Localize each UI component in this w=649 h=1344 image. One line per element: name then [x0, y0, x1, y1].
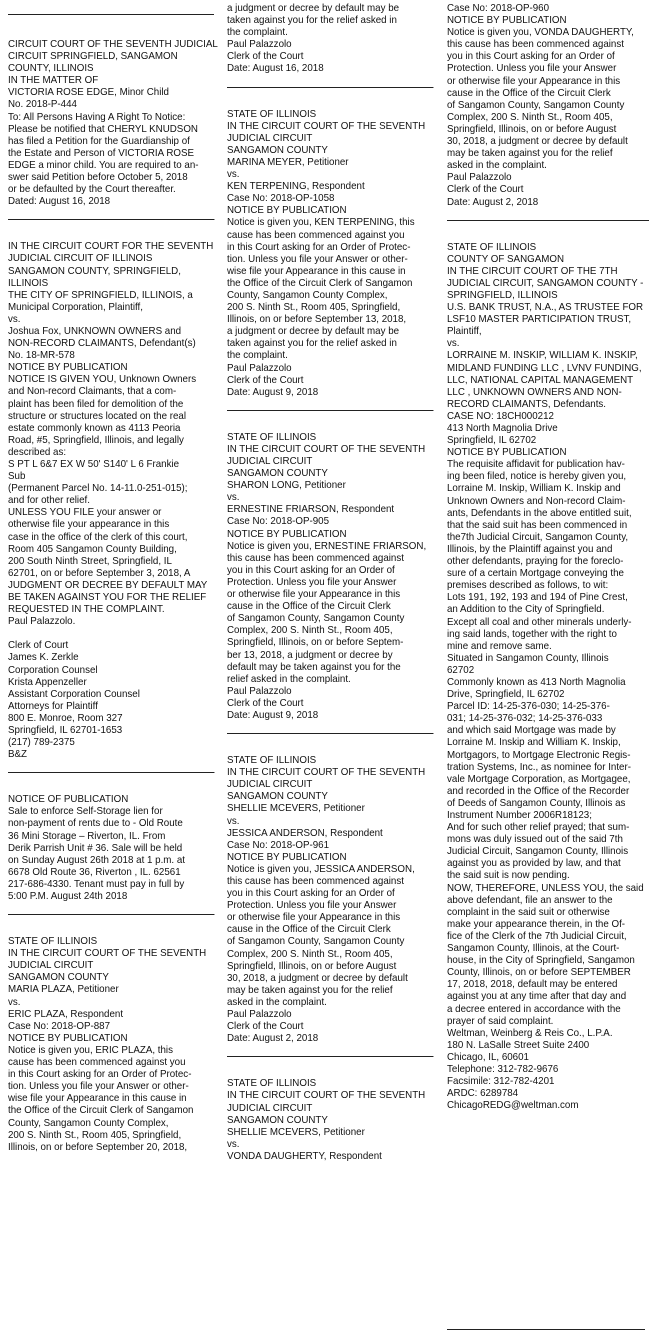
notice-text-line: NOTICE IS GIVEN YOU, Unknown Owners	[8, 373, 197, 386]
notice-text-line: (217) 789-2375	[8, 736, 75, 749]
notice-text-line: SANGAMON COUNTY	[227, 143, 328, 156]
notice-text-line: Dated: August 16, 2018	[8, 195, 111, 208]
notice-text-line: vs.	[227, 814, 240, 827]
notice-text-line: 17, 2018, 2018, default may be entered	[447, 978, 618, 991]
notice-text-line: the complaint.	[227, 26, 288, 39]
notice-text-line: Sale to enforce Self-Storage lien for	[8, 805, 163, 818]
notice-text-line: 62702	[447, 663, 475, 676]
notice-text-line: and Non-record Claimants, that a com-	[8, 385, 177, 398]
notice-text-line: cause in the Office of the Circuit Clerk	[447, 86, 611, 99]
notice-text-line: SANGAMON COUNTY	[227, 1113, 328, 1126]
notice-text-line: above defendant, file an answer to the	[447, 893, 613, 906]
notice-text-line: Springfield, Illinois, on or before Septem-	[227, 636, 404, 649]
notice-separator	[8, 772, 214, 773]
notice-separator	[227, 1056, 433, 1057]
notice-text-line: NOTICE BY PUBLICATION	[227, 527, 347, 540]
notice-text-line: vs.	[447, 337, 460, 350]
notice-text-line: Paul Palazzolo.	[8, 615, 76, 628]
legal-notice	[8, 38, 218, 208]
legal-notice	[227, 754, 426, 1045]
notice-text-line: JUDGMENT OR DECREE BY DEFAULT MAY	[8, 578, 208, 591]
notice-text-line: structure or structures located on the real	[8, 409, 187, 422]
notice-text-line: or be defaulted by the Court thereafter.	[8, 183, 176, 196]
notice-separator	[8, 914, 214, 915]
notice-text-line: Clerk of the Court	[447, 183, 524, 196]
notice-text-line: The requisite affidavit for publication hav-	[447, 458, 625, 471]
notice-text-line: plaint has been filed for demolition of the	[8, 397, 184, 410]
notice-text-line: and which said Mortgage was made by	[447, 724, 616, 737]
notice-text-line: SANGAMON COUNTY	[227, 790, 328, 803]
notice-text-line: IN THE MATTER OF	[8, 74, 99, 87]
notice-text-line: cause has been commenced against you	[227, 228, 405, 241]
notice-text-line: Protection. Unless you file your Answer	[227, 899, 397, 912]
top-rule-col-1	[8, 14, 214, 15]
notice-text-line: IN THE CIRCUIT COURT OF THE 7TH	[447, 264, 618, 277]
notice-text-line: NOTICE BY PUBLICATION	[447, 14, 567, 27]
notice-text-line: To: All Persons Having A Right To Notice:	[8, 110, 186, 123]
notice-text-line: relief asked in the complaint.	[227, 672, 351, 685]
notice-text-line: 30, 2018, a judgment or decree by default	[447, 135, 628, 148]
notice-text-line: of Sangamon County, Sangamon County	[227, 612, 405, 625]
notice-text-line: Sub	[8, 470, 26, 483]
notice-text-line: Clerk of the Court	[227, 1020, 304, 1033]
notice-text-line: has filed a Petition for the Guardianship of	[8, 134, 190, 147]
notice-text-line: you in this Court asking for an Order of	[227, 887, 395, 900]
notice-text-line: or otherwise file your Appearance in this	[227, 911, 401, 924]
notice-text-line: IN THE CIRCUIT COURT FOR THE SEVENTH	[8, 240, 214, 253]
notice-text-line: REQUESTED IN THE COMPLAINT.	[8, 603, 165, 616]
notice-text-line: 62701, on or before September 3, 2018, A	[8, 566, 191, 579]
notice-text-line: this cause has been commenced against	[227, 551, 404, 564]
bottom-rule-col-3	[447, 1329, 645, 1330]
notice-text-line: Case No: 2018-OP-905	[227, 515, 330, 528]
notice-text-line: JUDICIAL CIRCUIT	[227, 778, 313, 791]
notice-text-line: complaint in the said suit or otherwise	[447, 905, 610, 918]
notice-text-line: SHELLIE MCEVERS, Petitioner	[227, 802, 365, 815]
notice-text-line: this cause has been commenced against	[227, 875, 404, 887]
notice-text-line: Paul Palazzolo	[227, 684, 292, 697]
notice-text-line: asked in the complaint.	[447, 159, 547, 172]
notice-text-line: STATE OF ILLINOIS	[447, 240, 537, 253]
legal-notice	[227, 107, 426, 398]
notice-text-line: County, Sangamon County Complex,	[227, 288, 388, 301]
notice-text-line: premises described as follows, to wit:	[447, 579, 609, 592]
notice-text-line: Clerk of the Court	[227, 50, 304, 63]
notice-text-line: Krista Appenzeller	[8, 675, 87, 688]
notice-text-line: the said suit is now pending.	[447, 869, 570, 882]
notice-text-line: mine and remove same.	[447, 639, 552, 652]
notice-text-line: CIRCUIT COURT OF THE SEVENTH JUDICIAL	[8, 38, 218, 50]
notice-text-line: tion. Unless you file your Answer or other-	[8, 1080, 189, 1093]
notice-text-line: you in this Court asking for an Order of	[227, 563, 395, 576]
notice-text-line: described as:	[8, 445, 67, 458]
notice-text-line: Assistant Corporation Counsel	[8, 687, 140, 700]
notice-text-line: EDGE a minor child. You are required to an-	[8, 158, 199, 171]
notice-text-line: SANGAMON COUNTY	[8, 971, 109, 984]
notice-text-line: and for other relief.	[8, 494, 90, 507]
notice-text-line: ILLINOIS	[8, 276, 49, 289]
notice-text-line: Lorraine M. Inskip and William K. Inskip,	[447, 736, 621, 749]
notice-text-line: County, Sangamon County Complex,	[8, 1116, 169, 1129]
notice-text-line: STATE OF ILLINOIS	[227, 1077, 317, 1090]
notice-text-line: Paul Palazzolo	[227, 38, 292, 51]
notice-text-line: Protection. Unless you file your Answer	[227, 575, 397, 588]
notice-separator	[227, 410, 433, 411]
notice-text-line: house, in the City of Springfield, Sangamon	[447, 954, 635, 967]
notice-text-line: SANGAMON COUNTY	[227, 467, 328, 480]
notice-text-line: ChicagoREDG@weltman.com	[447, 1099, 579, 1112]
notice-text-line: wise file your Appearance in this cause in	[227, 264, 406, 277]
notice-text-line: Weltman, Weinberg & Reis Co., L.P.A.	[447, 1026, 613, 1039]
notice-text-line: Except all coal and other minerals underly-	[447, 615, 632, 628]
notice-text-line: IN THE CIRCUIT COURT OF THE SEVENTH	[227, 1089, 426, 1102]
notice-text-line: a judgment or decree by default may be	[227, 2, 400, 14]
notice-text-line: prayer of said complaint.	[447, 1014, 554, 1027]
notice-text-line: BE TAKEN AGAINST YOU FOR THE RELIEF	[8, 591, 207, 604]
notice-text-line: Lorraine M. Inskip, William K. Inskip and	[447, 482, 621, 495]
notice-text-line: Illinois, on or before September 20, 2018,	[8, 1140, 188, 1153]
legal-notice	[447, 240, 644, 1112]
notice-text-line: 180 N. LaSalle Street Suite 2400	[447, 1038, 590, 1051]
notice-text-line: COUNTY OF SANGAMON	[447, 252, 565, 265]
notice-text-line: of Deeds of Sangamon County, Illinois as	[447, 796, 626, 809]
notice-text-line: STATE OF ILLINOIS	[8, 935, 98, 948]
notice-text-line: Case No: 2018-OP-961	[227, 838, 330, 851]
notice-text-line: on Sunday August 26th 2018 at 1 p.m. at	[8, 853, 185, 866]
notice-text-line: Commonly known as 413 North Magnolia	[447, 675, 626, 688]
notice-text-line: Springfield, IL 62701-1653	[8, 723, 123, 736]
notice-text-line: 800 E. Monroe, Room 327	[8, 711, 123, 724]
notice-text-line: Case No: 2018-OP-1058	[227, 192, 335, 205]
notice-text-line: IN THE CIRCUIT COURT OF THE SEVENTH	[8, 947, 207, 960]
notice-text-line: Please be notified that CHERYL KNUDSON	[8, 122, 198, 135]
notice-text-line: ing said lands, together with the right to	[447, 627, 617, 640]
notice-text-line: taken against you for the relief asked in	[227, 14, 397, 27]
column-2	[227, 2, 427, 1162]
notice-text-line: County, Illinois, on or before SEPTEMBER	[447, 966, 631, 979]
notice-text-line: LSF10 MASTER PARTICIPATION TRUST,	[447, 313, 632, 326]
notice-text-line: 200 S. Ninth St., Room 405, Springfield,	[227, 301, 401, 314]
notice-text-line: KEN TERPENING, Respondent	[227, 180, 365, 193]
notice-text-line: the Estate and Person of VICTORIA ROSE	[8, 146, 194, 159]
notice-text-line: and recorded in the Office of the Recorder	[447, 784, 630, 797]
notice-text-line: may be taken against you for the relief	[447, 147, 613, 160]
notice-text-line: cause in the Office of the Circuit Clerk	[227, 923, 391, 936]
notice-text-line: vs.	[8, 995, 21, 1008]
notice-text-line: tion. Unless you file your Answer or other-	[227, 252, 408, 265]
legal-notice	[227, 1077, 426, 1162]
notice-text-line: the Office of the Circuit Clerk of Sangamon	[8, 1104, 194, 1117]
notice-text-line: CIRCUIT SPRINGFIELD, SANGAMON	[8, 50, 178, 63]
notice-text-line: against you at any time after that day and	[447, 990, 627, 1003]
notice-text-line: Road, #5, Springfield, Illinois, and legally	[8, 433, 184, 446]
notice-text-line: Room 405 Sangamon County Building,	[8, 542, 177, 555]
notice-text-line: ing been filed, notice is hereby given you,	[447, 470, 627, 483]
notice-text-line: VONDA DAUGHERTY, Respondent	[227, 1149, 382, 1162]
notice-text-line: the Office of the Circuit Clerk of Sangamon	[227, 276, 413, 289]
notice-text-line: sure of a certain Mortgage conveying the	[447, 567, 624, 580]
notice-text-line: Mortgagors, to Mortgage Electronic Regis-	[447, 748, 631, 761]
notice-text-line: Corporation Counsel	[8, 663, 98, 676]
notice-text-line: 30, 2018, a judgment or decree by default	[227, 971, 408, 984]
notice-text-line: other defendants, praying for the foreclo-	[447, 555, 624, 568]
notice-text-line: otherwise file your appearance in this	[8, 518, 170, 531]
legal-notice	[447, 2, 639, 208]
notice-text-line: NOTICE BY PUBLICATION	[227, 850, 347, 863]
notice-text-line: Illinois, by the Plaintiff against you and	[447, 542, 613, 555]
notice-text-line: may be taken against you for the relief	[227, 983, 393, 996]
notice-text-line: ber 13, 2018, a judgment or decree by	[227, 648, 393, 661]
notice-text-line: a judgment or decree by default may be	[227, 325, 400, 338]
notice-text-line: wise file your Appearance in this cause in	[8, 1092, 187, 1105]
notice-text-line: Notice is given you, KEN TERPENING, this	[227, 216, 415, 229]
notice-text-line: Notice is given you, ERNESTINE FRIARSON,	[227, 539, 427, 552]
notice-text-line: MARINA MEYER, Petitioner	[227, 155, 349, 168]
notice-text-line: of Sangamon County, Sangamon County	[227, 935, 405, 948]
notice-text-line: Chicago, IL, 60601	[447, 1050, 529, 1063]
notice-text-line: SHARON LONG, Petitioner	[227, 479, 346, 492]
notice-text-line: Clerk of Court	[8, 639, 69, 652]
notice-text-line: an Addition to the City of Springfield.	[447, 603, 605, 616]
notice-text-line: Paul Palazzolo	[447, 171, 512, 184]
notice-text-line: vs.	[227, 168, 240, 181]
notice-text-line: vs.	[227, 491, 240, 504]
notice-text-line: Clerk of the Court	[227, 696, 304, 709]
notice-text-line: Unknown Owners and Non-record Claim-	[447, 494, 626, 507]
notice-text-line: MIDLAND FUNDING LLC , LVNV FUNDING,	[447, 361, 642, 374]
notice-text-line: NOW, THEREFORE, UNLESS YOU, the said	[447, 881, 644, 894]
notice-text-line: 413 North Magnolia Drive	[447, 422, 558, 434]
notice-text-line: Date: August 9, 2018	[227, 708, 319, 721]
notice-text-line: Clerk of the Court	[227, 373, 304, 386]
notice-text-line: tration Systems, Inc., as nominee for Inter-	[447, 760, 631, 773]
notice-text-line: the complaint.	[227, 349, 288, 362]
notice-text-line: Drive, Springfield, IL 62702	[447, 688, 565, 701]
legal-notice	[227, 2, 419, 75]
notice-text-line: vs.	[8, 312, 21, 325]
notice-text-line: Date: August 16, 2018	[227, 62, 324, 75]
notice-text-line: Facsimile: 312-782-4201	[447, 1075, 555, 1088]
notice-text-line: Illinois, on or before September 13, 2018,	[227, 313, 407, 326]
notice-text-line: Notice is given you, JESSICA ANDERSON,	[227, 862, 415, 875]
notice-text-line: Protection. Unless you file your Answer	[447, 62, 617, 75]
notice-text-line: JUDICIAL CIRCUIT	[8, 959, 94, 972]
notice-text-line: JUDICIAL CIRCUIT	[227, 1101, 313, 1114]
notice-text-line: fice of the Clerk of the 7th Judicial Circuit,	[447, 929, 627, 942]
notice-text-line: STATE OF ILLINOIS	[227, 754, 317, 767]
notice-text-line: 6678 Old Route 36, Riverton , IL. 62561	[8, 865, 181, 878]
notice-text-line: SPRINGFIELD, ILLINOIS	[447, 288, 558, 301]
notice-text-line: of Sangamon County, Sangamon County	[447, 98, 625, 111]
notice-text-line: Notice is given you, ERIC PLAZA, this	[8, 1043, 173, 1056]
notice-text-line: JUDICIAL CIRCUIT OF ILLINOIS	[8, 252, 153, 265]
notice-text-line: Springfield, Illinois, on or before August	[227, 959, 397, 972]
notice-text-line: Paul Palazzolo	[227, 361, 292, 374]
notice-text-line: IN THE CIRCUIT COURT OF THE SEVENTH	[227, 119, 426, 132]
notice-text-line: COUNTY, ILLINOIS	[8, 62, 94, 75]
notice-text-line: Derik Parrish Unit # 36. Sale will be held	[8, 841, 183, 854]
notice-text-line: 217-686-4330. Tenant must pay in full by	[8, 877, 185, 890]
notice-text-line: Telephone: 312-782-9676	[447, 1062, 559, 1075]
notice-text-line: Springfield, IL 62702	[447, 434, 537, 447]
notice-text-line: NOTICE OF PUBLICATION	[8, 793, 129, 806]
notice-text-line: Instrument Number 2006R18123;	[447, 809, 592, 821]
notice-separator	[227, 87, 433, 88]
notice-text-line: NOTICE BY PUBLICATION	[227, 204, 347, 217]
notice-text-line: asked in the complaint.	[227, 995, 327, 1008]
notice-text-line: a decree entered in accordance with the	[447, 1002, 621, 1015]
notice-text-line: make your appearance therein, in the Of-	[447, 917, 626, 930]
notice-text-line: 031; 14-25-376-032; 14-25-376-033	[447, 712, 603, 725]
notice-text-line: Complex, 200 S. Ninth St., Room 405,	[227, 947, 393, 960]
notice-text-line: Lots 191, 192, 193 and 194 of Pine Crest,	[447, 591, 628, 604]
notice-text-line: Situated in Sangamon County, Illinois	[447, 651, 609, 664]
notice-text-line: 36 Mini Storage – Riverton, IL. From	[8, 829, 166, 842]
notice-text-line: NOTICE BY PUBLICATION	[447, 446, 567, 459]
notice-text-line: that the said suit has been commenced in	[447, 518, 628, 531]
notice-text-line: (Permanent Parcel No. 14-11.0-251-015);	[8, 482, 188, 495]
legal-notice	[227, 430, 427, 721]
notice-text-line	[8, 627, 200, 639]
notice-text-line: Date: August 9, 2018	[227, 385, 319, 398]
notice-separator	[447, 220, 649, 221]
notice-text-line: Sangamon County, Illinois, at the Court-	[447, 942, 620, 955]
notice-text-line: Municipal Corporation, Plaintiff,	[8, 300, 143, 313]
legal-notice	[8, 240, 214, 761]
notice-text-line: Paul Palazzolo	[227, 1008, 292, 1021]
notice-text-line: And for such other relief prayed; that sum-	[447, 821, 630, 834]
notice-text-line: B&Z	[8, 748, 27, 761]
notice-text-line: cause has been commenced against you	[8, 1056, 186, 1069]
notice-text-line: NON-RECORD CLAIMANTS, Defendant(s)	[8, 337, 196, 350]
notice-text-line: U.S. BANK TRUST, N.A., AS TRUSTEE FOR	[447, 301, 644, 314]
notice-text-line: non-payment of rents due to - Old Route	[8, 817, 183, 830]
notice-text-line: or otherwise file your Appearance in this	[447, 74, 621, 87]
notice-text-line: Case No: 2018-OP-887	[8, 1019, 111, 1032]
notice-text-line: Notice is given you, VONDA DAUGHERTY,	[447, 26, 634, 39]
legal-notice	[8, 793, 200, 902]
notice-separator	[227, 733, 433, 734]
notice-text-line: Complex, 200 S. Ninth St., Room 405,	[447, 110, 613, 123]
notice-text-line: Judicial Circuit, Sangamon County, Illinois	[447, 845, 629, 858]
notice-text-line: LLC, NATIONAL CAPITAL MANAGEMENT	[447, 373, 634, 386]
notice-text-line: ants, Defendants in the above entitled suit,	[447, 506, 632, 519]
notice-text-line: NOTICE BY PUBLICATION	[8, 361, 128, 374]
notice-text-line: VICTORIA ROSE EDGE, Minor Child	[8, 86, 169, 99]
notice-text-line: Date: August 2, 2018	[227, 1032, 319, 1045]
notice-separator	[8, 219, 214, 220]
notice-text-line: Complex, 200 S. Ninth St., Room 405,	[227, 624, 393, 637]
notice-text-line: JESSICA ANDERSON, Respondent	[227, 826, 383, 839]
notice-text-line: vale Mortgage Corporation, as Mortgagee,	[447, 772, 631, 785]
notice-text-line: ERIC PLAZA, Respondent	[8, 1007, 124, 1020]
notice-text-line: you in this Court asking for an Order of	[447, 50, 615, 63]
notice-text-line: taken against you for the relief asked in	[227, 337, 397, 350]
notice-text-line: vs.	[227, 1137, 240, 1150]
notice-text-line: in this Court asking for an Order of Protec-	[227, 240, 411, 253]
notice-text-line: No. 2018-P-444	[8, 98, 77, 111]
notice-text-line: Attorneys for Plaintiff	[8, 699, 98, 712]
notice-text-line: Joshua Fox, UNKNOWN OWNERS and	[8, 324, 182, 337]
notice-text-line: default may be taken against you for the	[227, 660, 401, 673]
notice-text-line: this cause has been commenced against	[447, 38, 624, 51]
notice-text-line: estate commonly known as 4113 Peoria	[8, 421, 181, 434]
notice-text-line: cause in the Office of the Circuit Clerk	[227, 600, 391, 613]
notice-text-line: STATE OF ILLINOIS	[227, 107, 317, 120]
notice-text-line: 200 S. Ninth St., Room 405, Springfield,	[8, 1128, 182, 1141]
notice-text-line: Case No: 2018-OP-960	[447, 2, 550, 14]
legal-notice	[8, 935, 207, 1153]
notice-text-line: case in the office of the clerk of this court,	[8, 530, 188, 543]
notice-text-line: JUDICIAL CIRCUIT, SANGAMON COUNTY -	[447, 276, 644, 289]
notice-text-line: CASE NO: 18CH000212	[447, 409, 554, 422]
notice-text-line: S PT L 6&7 EX W 50' S140' L 6 Frankie	[8, 458, 180, 470]
column-3	[447, 2, 644, 1112]
notice-text-line: IN THE CIRCUIT COURT OF THE SEVENTH	[227, 766, 426, 779]
notice-text-line: IN THE CIRCUIT COURT OF THE SEVENTH	[227, 442, 426, 455]
notice-text-line: swer said Petition before October 5, 2018	[8, 171, 188, 184]
notice-text-line: mons was duly issued out of the said 7th	[447, 833, 623, 846]
notice-text-line: the7th Judicial Circuit, Sangamon County,	[447, 530, 629, 543]
notice-text-line: LLC , UNKNOWN OWNERS AND NON-	[447, 385, 622, 398]
notice-text-line: JUDICIAL CIRCUIT	[227, 131, 313, 144]
notice-text-line: THE CITY OF SPRINGFIELD, ILLINOIS, a	[8, 288, 193, 301]
notice-text-line: against you as provided by law, and that	[447, 857, 621, 870]
notice-text-line: RECORD CLAIMANTS, Defendants.	[447, 397, 607, 410]
notice-text-line: NOTICE BY PUBLICATION	[8, 1031, 128, 1044]
notice-text-line: STATE OF ILLINOIS	[227, 430, 317, 443]
notice-text-line: MARIA PLAZA, Petitioner	[8, 983, 119, 996]
notice-text-line: UNLESS YOU FILE your answer or	[8, 506, 162, 519]
notice-text-line: ARDC: 6289784	[447, 1087, 519, 1100]
notice-text-line: ERNESTINE FRIARSON, Respondent	[227, 503, 395, 516]
column-1	[8, 38, 218, 1153]
notice-text-line: SANGAMON COUNTY, SPRINGFIELD,	[8, 264, 181, 277]
notice-text-line: Springfield, Illinois, on or before August	[447, 122, 617, 135]
notice-text-line: 5:00 P.M. August 24th 2018	[8, 890, 128, 902]
notice-text-line: SHELLIE MCEVERS, Petitioner	[227, 1125, 365, 1138]
notice-text-line: LORRAINE M. INSKIP, WILLIAM K. INSKIP,	[447, 349, 638, 362]
notice-text-line: or otherwise file your Appearance in this	[227, 588, 401, 601]
notice-text-line: No. 18-MR-578	[8, 349, 75, 362]
notice-text-line: James K. Zerkle	[8, 651, 79, 664]
notice-text-line: in this Court asking for an Order of Protec-	[8, 1068, 192, 1081]
notice-text-line: 200 South Ninth Street, Springfield, IL	[8, 554, 172, 567]
notice-text-line: Plaintiff,	[447, 325, 482, 338]
notice-text-line: Date: August 2, 2018	[447, 195, 539, 208]
notice-text-line: JUDICIAL CIRCUIT	[227, 455, 313, 467]
notice-text-line: Parcel ID: 14-25-376-030; 14-25-376-	[447, 700, 610, 713]
